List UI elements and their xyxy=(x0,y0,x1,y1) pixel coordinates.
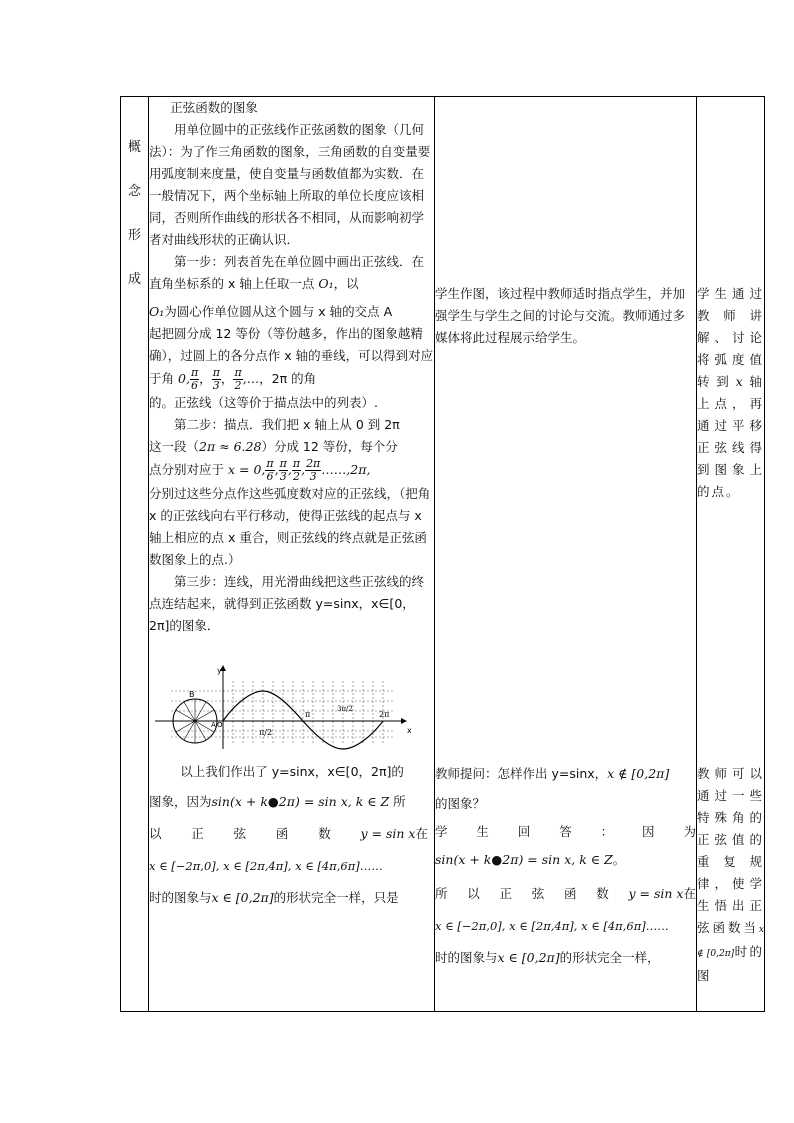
question-end: 的图象？ xyxy=(435,796,486,811)
step2-text-c: ）分成 12 等份，每个分 xyxy=(261,439,398,454)
content-cell xyxy=(149,97,435,1012)
stage-label-char: 概 xyxy=(127,140,141,155)
teacher-activity-text: 学生作图，该过程中教师适时指点学生，并加强学生与学生之间的讨论与交流。教师通过多媒体将此过程展示给学生。 xyxy=(435,286,686,345)
paragraph-step3: 第三步：连线，用光滑曲线把这些正弦线的终点连结起来，就得到正弦函数 y=sinx，x∈[0，2π]的图象． xyxy=(149,574,425,633)
sine-graph-figure xyxy=(151,663,419,755)
graph-A-label: A xyxy=(211,721,216,729)
spread-tail: 在 xyxy=(415,826,428,841)
intent-1-x: x xyxy=(735,374,745,389)
stage-label-cell xyxy=(121,97,149,1012)
identity-formula: sin(x + k●2π) = sin x, k ∈ Z xyxy=(211,794,390,809)
spread-char: 数 xyxy=(596,886,609,901)
answer-spread-line xyxy=(435,821,696,843)
graph-y-label: y xyxy=(217,666,222,675)
step1-text-b: ，以 xyxy=(333,276,359,291)
spread-char: ： xyxy=(600,824,614,839)
graph-O-label: O xyxy=(217,721,223,729)
step1-text-c: 为圆心作单位圆从这个圆与 x 轴的交点 A xyxy=(164,304,393,319)
answer-identity: sin(x + k●2π) = sin x, k ∈ Z xyxy=(435,852,613,867)
answer-identity-end: 。 xyxy=(612,852,626,867)
section-heading: 正弦函数的图象 xyxy=(170,100,258,115)
angles-tail: ，2π 的角 xyxy=(259,371,317,386)
graph-pi2-label: π/2 xyxy=(259,728,273,737)
intent-2-text-b: 时的图 xyxy=(697,944,764,983)
stage-label-char: 成 xyxy=(127,272,141,287)
paragraph-identity xyxy=(149,791,434,813)
intent-1-text-b: 轴上点，再通过平移正弦线得到图象上的点。 xyxy=(697,374,764,499)
paragraph-step2-b xyxy=(149,436,434,458)
intervals-line: x ∈ [−2π,0], x ∈ [2π,4π], x ∈ [4π,6π]…… xyxy=(149,859,383,873)
design-intent-cell xyxy=(697,97,765,1012)
answer-spread-line-2 xyxy=(435,883,696,905)
spread-char: 以 xyxy=(149,826,162,841)
answer-shape-range: x ∈ [0,2π] xyxy=(497,950,560,965)
design-intent-2 xyxy=(697,763,764,987)
sine-function: y = sin x xyxy=(360,826,416,841)
stage-label-char: 念 xyxy=(127,184,141,199)
spread-char: 函 xyxy=(564,886,577,901)
spread-char: 为 xyxy=(683,824,696,839)
paragraph-summary: 以上我们作出了 y=sinx，x∈[0，2π]的 xyxy=(180,764,404,779)
spread-char: 学 xyxy=(435,824,448,839)
spread-char: 正 xyxy=(191,826,204,841)
spread-char: 弦 xyxy=(531,886,545,901)
approx-value: 2π ≈ 6.28 xyxy=(199,439,262,454)
spread-char: 函 xyxy=(275,826,289,841)
o1-symbol: O₁ xyxy=(318,276,334,291)
spread-char: 正 xyxy=(499,886,513,901)
paragraph-step2: 第二步：描点．我们把 x 轴上从 0 到 2π xyxy=(174,417,400,432)
answer-shape-lead: 时的图象与 xyxy=(435,950,498,965)
teacher-question-block xyxy=(435,763,696,969)
stage-label-char: 形 xyxy=(127,228,141,243)
graph-3pi2-label: 3π/2 xyxy=(337,705,353,713)
answer-intervals: x ∈ [−2π,0], x ∈ [2π,4π], x ∈ [4π,6π]…… xyxy=(435,919,669,933)
identity-tail: 所 xyxy=(393,794,406,809)
step1-text: 第一步：列表首先在单位圆中画出正弦线．在直角坐标系的 x 轴上任取一点 xyxy=(149,254,425,291)
o1-symbol-2: O₁ xyxy=(149,304,165,319)
graph-B-label: B xyxy=(189,690,195,699)
spread-char: 因 xyxy=(642,824,655,839)
question-range: x ∉ [0,2π] xyxy=(607,766,670,781)
answer-spread-tail: 在 xyxy=(683,886,696,901)
question-lead: 教师提问：怎样作出 y=sinx， xyxy=(435,766,608,781)
spread-char: 答 xyxy=(559,824,572,839)
x-values-tail: ……,2π, xyxy=(321,462,371,477)
design-intent-1 xyxy=(697,283,764,503)
spread-char: 数 xyxy=(318,826,331,841)
identity-lead: 图象，因为 xyxy=(149,794,212,809)
graph-x-label: x xyxy=(407,726,412,735)
intent-1-text: 学生通过教师讲解、讨论将弧度值转到 xyxy=(697,286,764,389)
spread-char: 所 xyxy=(435,886,448,901)
spread-line-1 xyxy=(149,823,434,845)
shape-range: x ∈ [0,2π] xyxy=(211,890,274,905)
intent-2-text: 教师可以通过一些特殊角的正弦值的重复规律，使学生悟出正弦函数当 xyxy=(697,766,764,935)
step2-text-b: 这一段（ xyxy=(149,439,200,454)
step1-text-d: 起把圆分成 12 等份（等份越多，作出的图象越精确），过圆上的各分点作 x 轴的垂线，可以得到对应于角 xyxy=(149,326,434,386)
graph-pi-label: π xyxy=(305,710,311,719)
shape-lead: 时的图象与 xyxy=(149,890,212,905)
lesson-table xyxy=(120,96,765,1012)
paragraph-step2-c: 点分别对应于 x = 0, $\frac{\pi}{6}$ , $\frac{\pi}{3}$ , $\frac{\pi}{2}$ , $\frac{2\pi}{3}$ ……,2π, xyxy=(149,457,371,483)
spread-char: 生 xyxy=(476,824,489,839)
teacher-activity-cell xyxy=(435,97,697,1012)
spread-char: 弦 xyxy=(233,826,247,841)
graph-2pi-label: 2π xyxy=(379,710,390,719)
answer-sine-function: y = sin x xyxy=(628,886,684,901)
paragraph-step1-end: 的。正弦线（这等价于描点法中的列表）. xyxy=(149,395,378,410)
step2-text-d: 点分别对应于 xyxy=(149,462,225,477)
paragraph-step1-cont xyxy=(149,301,434,323)
paragraph-shape xyxy=(149,887,434,909)
paragraph-step2-d: 分别过这些分点作这些弧度数对应的正弦线，（把角 x 的正弦线向右平行移动，使得正弦线的起点与 x 轴上相应的点 x 重合，则正弦线的终点就是正弦函数图象上的点.） xyxy=(149,486,431,567)
shape-tail: 的形状完全一样，只是 xyxy=(273,890,399,905)
spread-char: 回 xyxy=(517,824,531,839)
answer-shape-tail: 的形状完全一样， xyxy=(559,950,660,965)
intent-2-range: x ∉ [0,2π] xyxy=(697,925,764,959)
paragraph-intro: 用单位圆中的正弦线作正弦函数的图象（几何法）：为了作三角函数的图象，三角函数的自变量要用弧度制来度量，使自变量与函数值都为实数．在一般情况下，两个坐标轴上所取的单位长度应该相同，否则所作曲线的形状各不相同，从而影响初学者对曲线形状的正确认识． xyxy=(149,122,431,247)
spread-char: 以 xyxy=(467,886,480,901)
paragraph-step1-cont2: 起把圆分成 12 等份（等份越多，作出的图象越精确），过圆上的各分点作 x 轴的垂线，可以得到对应于角 0, $\frac{\pi}{6}$ ， $\frac{\pi}{3}$ ， $\frac{\pi}{2}$ ,…，2π 的角 xyxy=(149,326,434,392)
paragraph-step1 xyxy=(149,251,434,295)
